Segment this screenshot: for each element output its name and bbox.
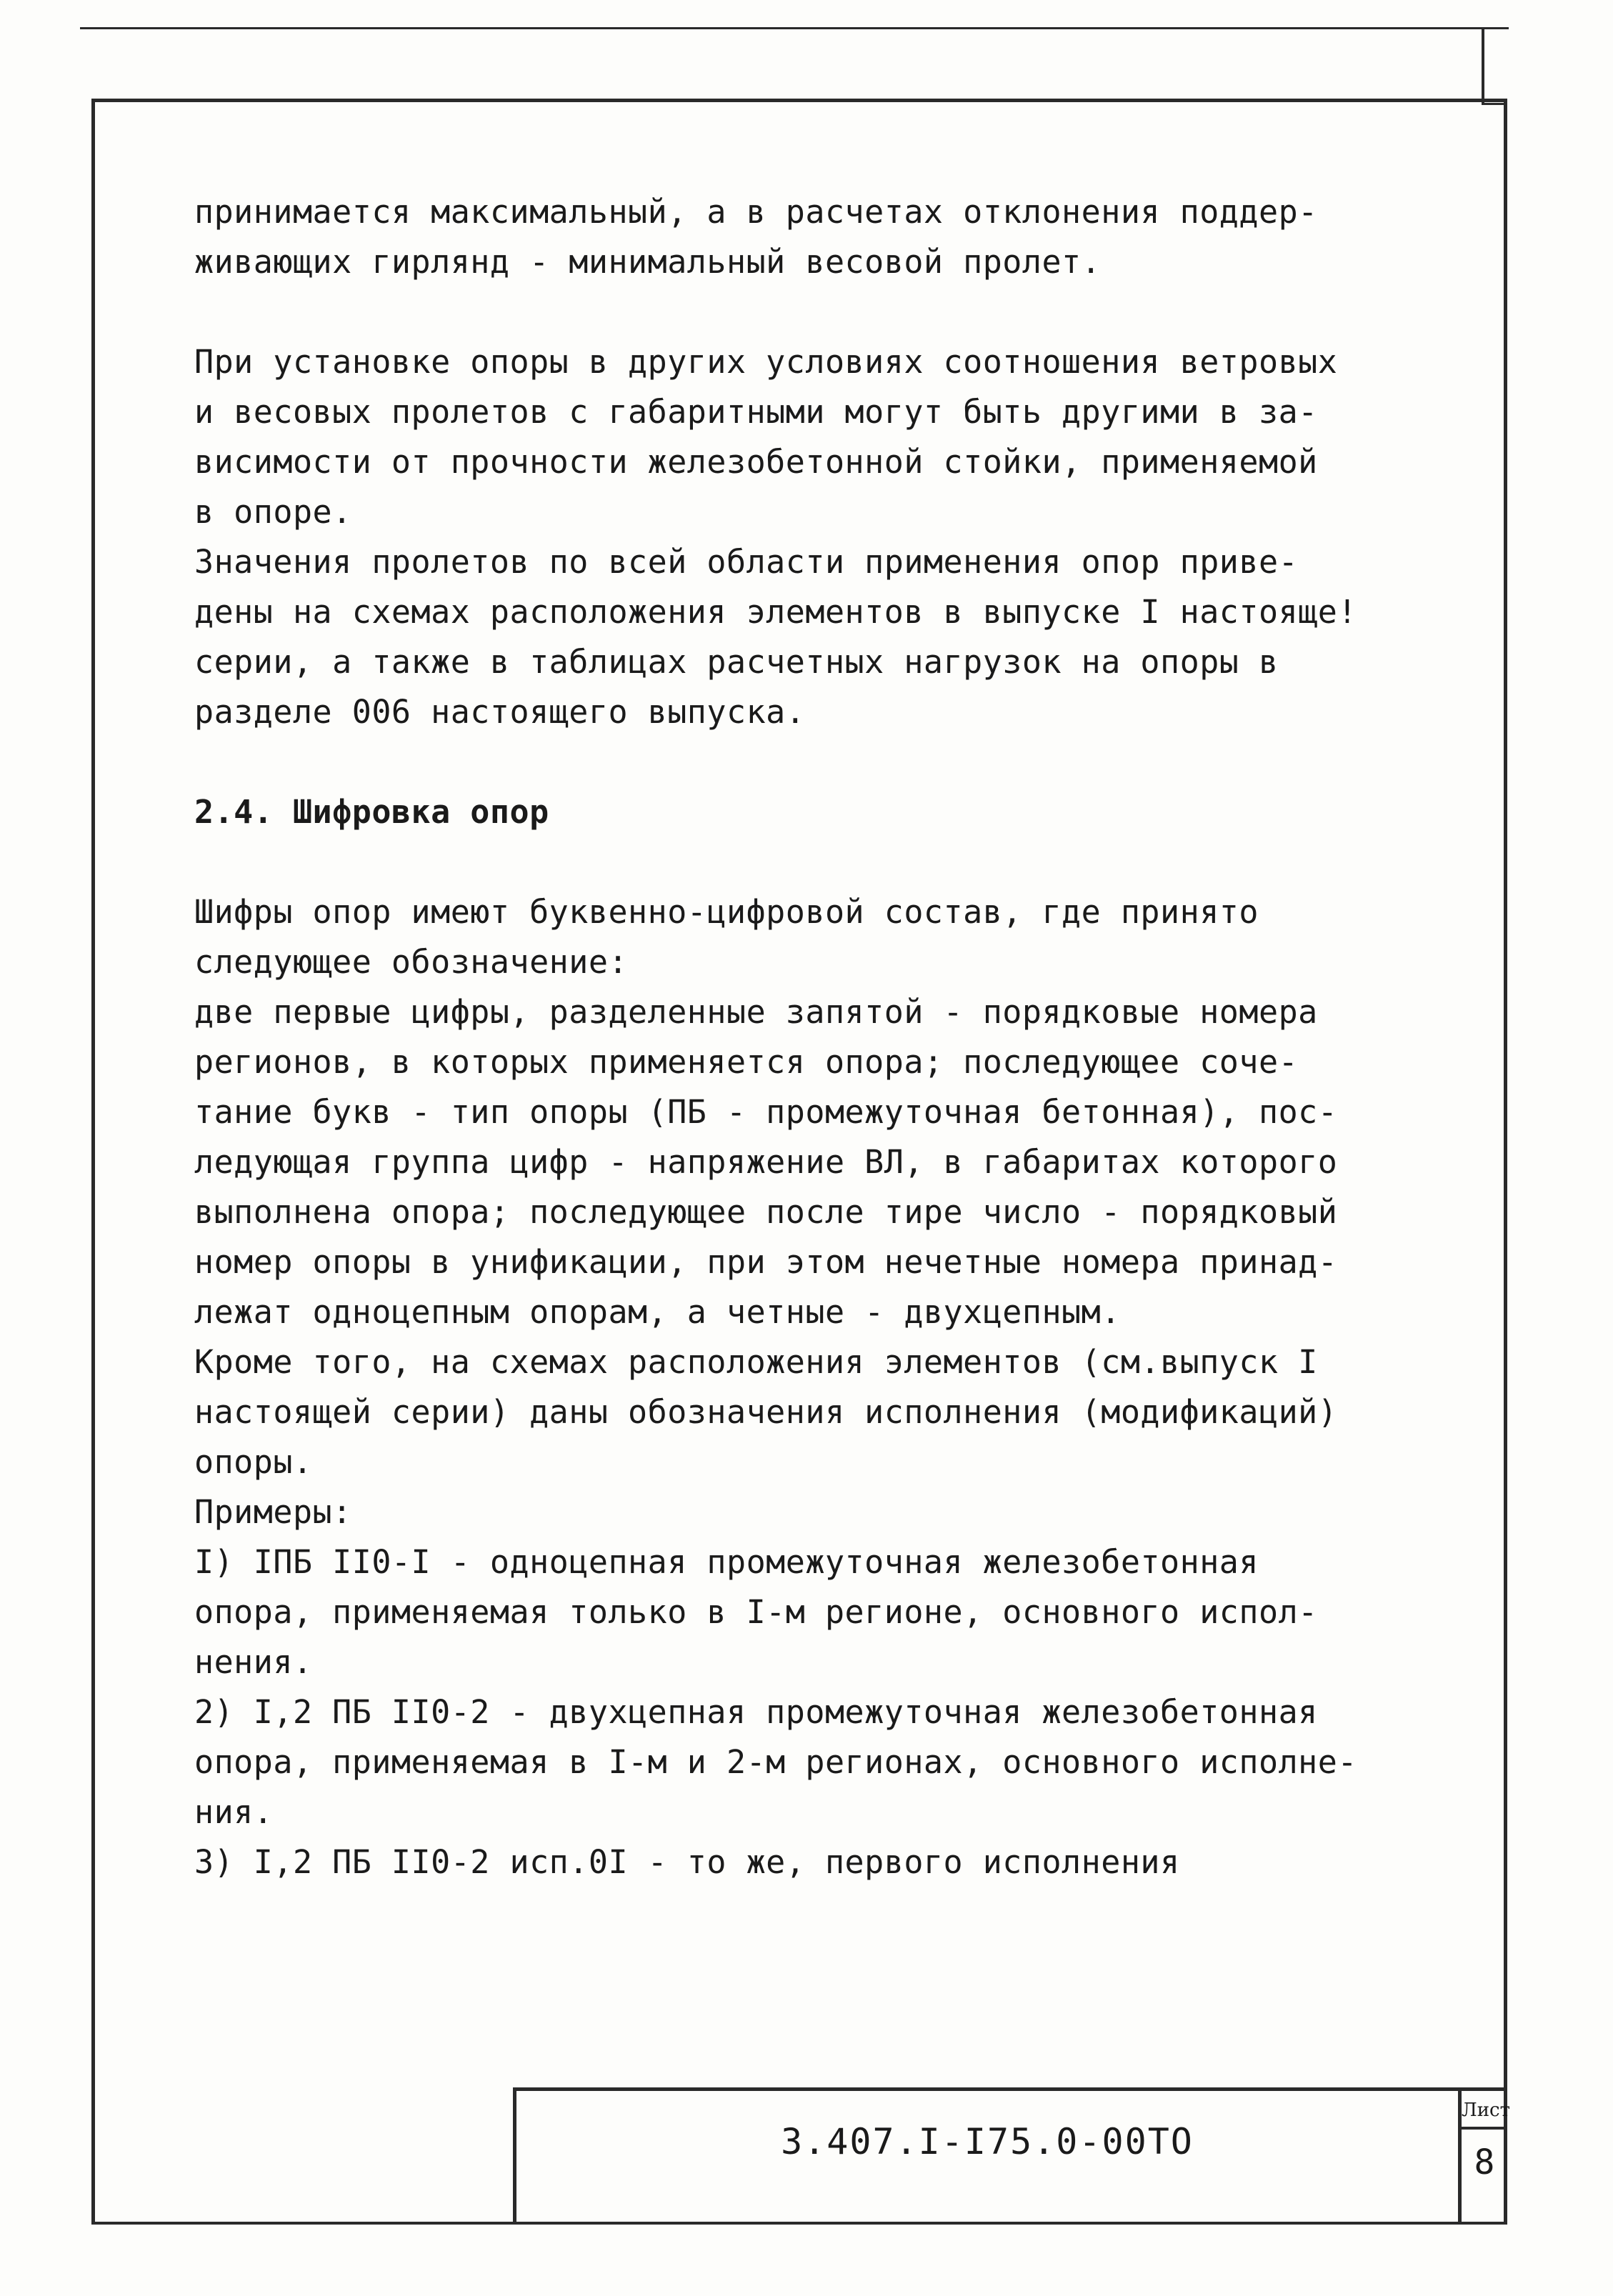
corner-vertical-line bbox=[1482, 29, 1484, 104]
title-block bbox=[513, 2087, 1458, 2222]
paragraph-6: Кроме того, на схемах расположения элементов (см.выпуск I настоящей серии) даны обозначения исполнения (модификаций) опоры. bbox=[194, 1343, 1338, 1481]
example-3: 3) I,2 ПБ II0-2 исп.0I - то же, первого исполнения bbox=[194, 1843, 1180, 1881]
sheet-number-box bbox=[1458, 2087, 1510, 2222]
example-1: I) IПБ II0-I - одноцепная промежуточная железобетонная опора, применяемая только в I-м регионе, основного испол- нения. bbox=[194, 1543, 1318, 1681]
top-border-line bbox=[80, 27, 1509, 29]
paragraph-4: Шифры опор имеют буквенно-цифровой состав, где принято следующее обозначение: bbox=[194, 893, 1259, 981]
sheet-label: Лист bbox=[1462, 2094, 1507, 2130]
example-2: 2) I,2 ПБ II0-2 - двухцепная промежуточная железобетонная опора, применяемая в I-м и 2-м регионах, основного исполне- ния. bbox=[194, 1693, 1357, 1831]
paragraph-5: две первые цифры, разделенные запятой - порядковые номера регионов, в которых применяется опора; последующее соче- тание букв - тип опоры (ПБ - промежуточная бетонная), пос- ледующая группа цифр - напряжение ВЛ, в габаритах которого выполнена опора; последующее после тире число - порядковый номер опоры в унификации, при этом нечетные номера принад- лежат одноцепным опорам, а четные - двухцепным. bbox=[194, 993, 1338, 1331]
examples-label: Примеры: bbox=[194, 1493, 352, 1531]
section-heading: 2.4. Шифровка опор bbox=[194, 793, 549, 831]
document-body bbox=[194, 187, 1423, 1887]
document-code: 3.407.I-I75.0-00ТО bbox=[781, 2121, 1194, 2162]
paragraph-3: Значения пролетов по всей области применения опор приве- дены на схемах расположения элементов в выпуске I настояще! серии, а также в таблицах расчетных нагрузок на опоры в разделе 006 настоящего выпуска. bbox=[194, 543, 1357, 731]
paragraph-1: принимается максимальный, а в расчетах отклонения поддер- живающих гирлянд - минимальный весовой пролет. bbox=[194, 193, 1318, 281]
sheet-number: 8 bbox=[1474, 2142, 1495, 2182]
paragraph-2: При установке опоры в других условиях соотношения ветровых и весовых пролетов с габаритными могут быть другими в за- висимости от прочности железобетонной стойки, применяемой в опоре. bbox=[194, 343, 1338, 531]
